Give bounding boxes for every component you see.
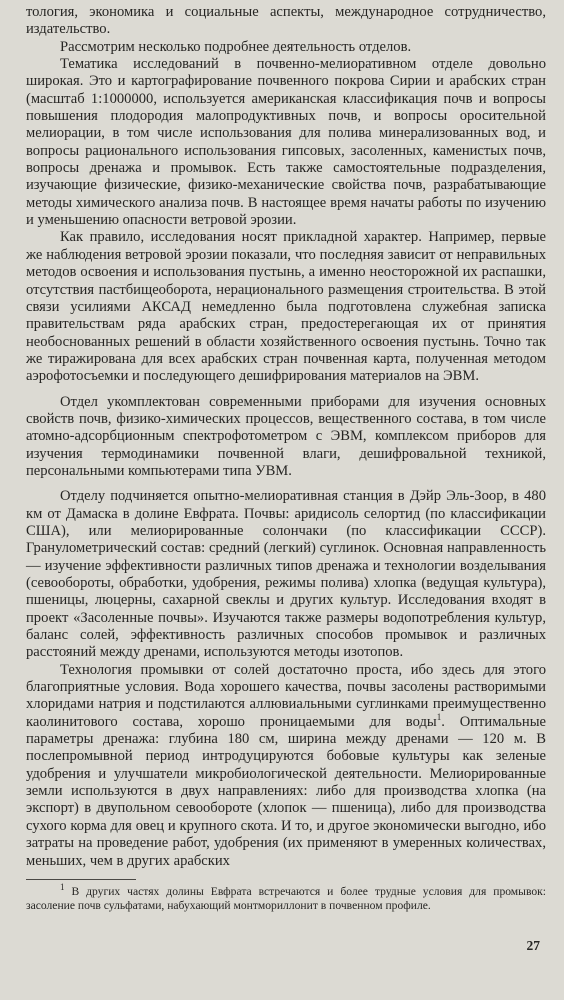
footnote-divider: [26, 879, 136, 880]
paragraph-applied-research: Как правило, исследования носят прикладной характер. Например, первые же наблюдения ветровой эрозии показали, что последняя зависит от неправильных методов освоения и использования пустынь, а именно неосторожной их распашки, отсутствия пастбищеоборота, нерационального размещения строительства. В этой связи усилиями АКСАД немедленно была подготовлена служебная записка правительствам ряда арабских стран, предостерегающая их от принятия необоснованных решений в области хозяйственного освоения пустынь. Точно так же тиражирована для всех арабских стран почвенная карта, полученная методом аэрофотосъемки и последующего дешифрирования материалов на ЭВМ.: [26, 229, 546, 385]
paragraph-soil-department-topics: Тематика исследований в почвенно-мелиоративном отделе довольно широкая. Это и картографирование почвенного покрова Сирии и арабских стран (масштаб 1:1000000, используется американская классификация почв и вопросы повышения плодородия малопродуктивных почв, и вопросы оросительной мелиорации, в том числе использования для полива минерализованных вод, и вопросы рационального использования гипсовых, засоленных, каменистых почв, вопросы дренажа и промывок. Есть также самостоятельные подразделения, изучающие физические, физико-механические свойства почв, разрабатывающие методы химического анализа почв. В настоящее время начаты работы по изучению и уменьшению опасности ветровой эрозии.: [26, 56, 546, 229]
footnote-marker: 1: [60, 881, 65, 892]
leaching-text-part2: . Оптимальные параметры дренажа: глубина 180 см, ширина между дренами — 120 м. В послепромывной период интродуцируются бобовые культуры как зеленые удобрения и улучшатели микробиологической деятельности. Мелиорированные земли используются в двух направлениях: либо для производства хлопка (на экспорт) в двупольном севообороте (хлопок — пшеница), либо для производства сухого корма для овец и крупного скота. И то, и другое экономически выгодно, ибо затраты на проведение работ, удобрения (их применяют в умеренных количествах, меньших, чем в других арабских: [26, 713, 547, 869]
page-number: 27: [526, 938, 540, 953]
footnote-reference: 1: [436, 711, 442, 722]
paragraph-equipment: Отдел укомплектован современными приборами для изучения основных свойств почв, физико-химических процессов, вещественного состава, в том числе атомно-адсорбционным спектрофотометром с ЭВМ, комплексом приборов для изучения термодинамики почвенной влаги, дешифровальной техникой, персональными компьютерами типа УВМ.: [26, 393, 546, 479]
leaching-text-part1: Технология промывки от солей достаточно проста, ибо здесь для этого благоприятные условия. Вода хорошего качества, почвы засолены растворимыми хлоридами натрия и подстилаются аллювиальными суглинками преимущественно каолинитового состава, хорошо проницаемыми для воды: [26, 661, 546, 730]
paragraph-experimental-station: Отделу подчиняется опытно-мелиоративная станция в Дэйр Эль-Зоор, в 480 км от Дамаска в долине Евфрата. Почвы: аридисоль селортид (по классификации США), или мелиорированные солончаки (по классификации СССР). Гранулометрический состав: средний (легкий) суглинок. Основная направленность — изучение эффективности различных типов дренажа и технологии возделывания (севообороты, обработки, удобрения, режимы полива) хлопка (ведущая культура), пшеницы, люцерны, сахарной свеклы и других культур. Исследования входят в проект «Засоленные почвы». Изучаются также размеры водопотребления культур, баланс солей, эффективность различных способов промывок и различных расстояний между дренами, используются методы изотопов.: [26, 488, 546, 661]
paragraph-leaching-technology: [26, 662, 546, 870]
paragraph-intro-continuation: тология, экономика и социальные аспекты, международное сотрудничество, издательство.: [26, 4, 546, 38]
footnote: [26, 881, 546, 913]
footnote-text: В других частях долины Евфрата встречаются и более трудные условия для промывок: засоление почв сульфатами, набухающий монтмориллонит в почвенном профиле.: [26, 884, 546, 912]
paragraph-departments: Рассмотрим несколько подробнее деятельность отделов.: [60, 38, 412, 55]
